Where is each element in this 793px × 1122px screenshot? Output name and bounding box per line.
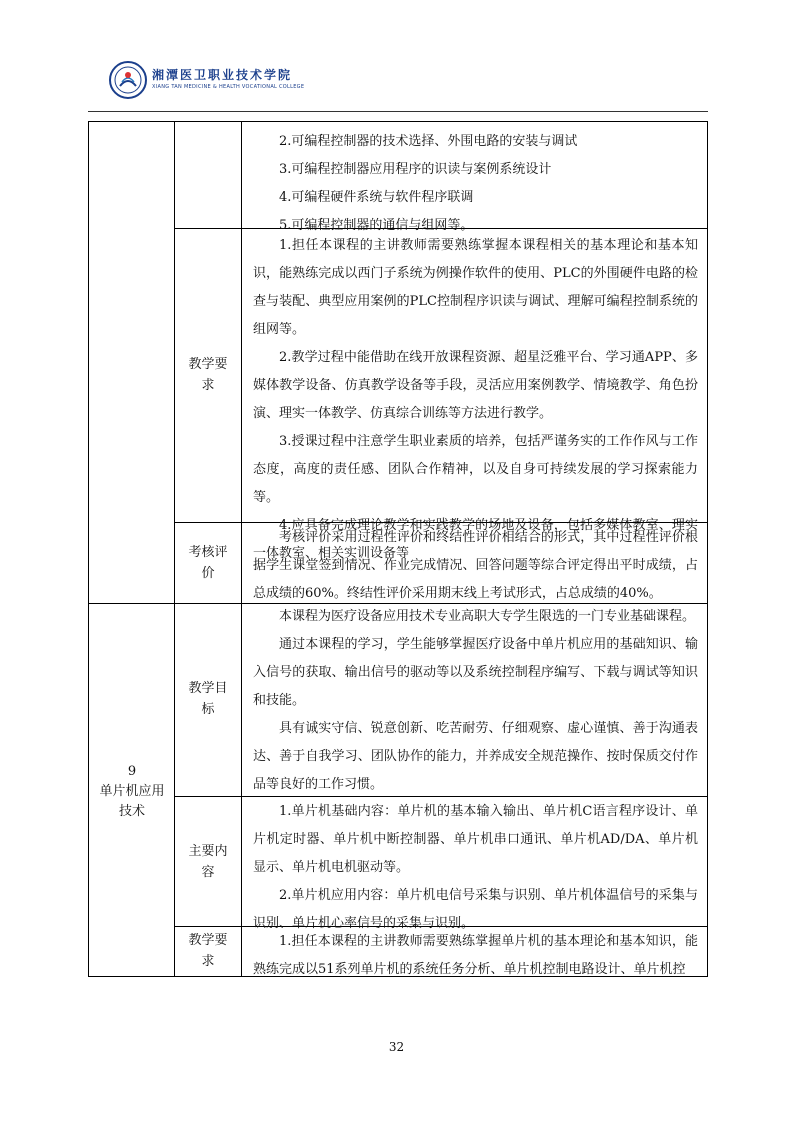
table-col-divider	[241, 122, 242, 976]
list-item: 2.单片机应用内容：单片机电信号采集与识别、单片机体温信号的采集与识别、单片机心率信号的采集与识别。	[253, 888, 698, 931]
main-content-label: 主要内容	[188, 844, 228, 880]
main-content-cell	[253, 798, 698, 938]
page-header	[108, 60, 308, 104]
header-divider	[88, 111, 708, 112]
list-item: 1.担任本课程的主讲教师需要熟练掌握单片机的基本理论和基本知识，能熟练完成以51系列单片机的系统任务分析、单片机控制电路设计、单片机控	[253, 934, 698, 977]
course-number: 9	[127, 764, 137, 779]
assessment-label: 考核评价	[188, 545, 228, 581]
prev-teaching-req-cell	[253, 232, 698, 568]
list-item: 1.单片机基础内容：单片机的基本输入输出、单片机C语言程序设计、单片机定时器、单片机中断控制器、单片机串口通讯、单片机AD/DA、单片机显示、单片机电机驱动等。	[253, 804, 698, 875]
assessment-cell	[253, 524, 698, 608]
list-item: 5.可编程控制器的通信与组网等。	[279, 218, 474, 233]
list-item: 4.应具备完成理论教学和实践教学的场地及设备，包括多媒体教室、理实一体教室、相关实训设备等	[253, 518, 698, 561]
list-item: 1.担任本课程的主讲教师需要熟练掌握本课程相关的基本理论和基本知识，能熟练完成以西门子系统为例操作软件的使用、PLC的外围硬件电路的检查与装配、典型应用案例的PLC控制程序识读与调试、理解可编程控制系统的组网等。	[253, 238, 698, 337]
list-item: 本课程为医疗设备应用技术专业高职大专学生限选的一门专业基础课程。	[279, 609, 696, 624]
list-item: 2.教学过程中能借助在线开放课程资源、超星泛雅平台、学习通APP、多媒体教学设备、仿真教学设备等手段，灵活应用案例教学、情境教学、角色扮演、理实一体教学、仿真综合训练等方法进行教学。	[253, 350, 698, 421]
teaching-goal-cell	[253, 603, 698, 799]
list-item: 3.可编程控制器应用程序的识读与案例系统设计	[279, 162, 552, 177]
school-name-en: XIANG TAN MEDICINE & HEALTH VOCATIONAL COLLEGE	[152, 84, 305, 90]
teaching-req-label: 教学要求	[188, 357, 228, 393]
school-logo-icon	[108, 60, 148, 100]
course-name: 单片机应用技术	[99, 784, 165, 819]
school-name: 湘潭医卫职业技术学院	[152, 68, 293, 82]
list-item: 4.可编程硬件系统与软件程序联调	[279, 190, 474, 205]
list-item: 通过本课程的学习，学生能够掌握医疗设备中单片机应用的基础知识、输入信号的获取、输出信号的驱动等以及系统控制程序编写、下载与调试等知识和技能。	[253, 637, 698, 708]
list-item: 2.可编程控制器的技术选择、外围电路的安装与调试	[279, 134, 578, 149]
prev-content-cell	[253, 128, 698, 240]
course9-req-cell	[253, 928, 698, 984]
assessment-text: 考核评价采用过程性评价和终结性评价相结合的形式，其中过程性评价根据学生课堂签到情况、作业完成情况、回答问题等综合评定得出平时成绩，占总成绩的60%。终结性评价采用期末线上考试形式，占总成绩的40%。	[253, 530, 698, 601]
list-item: 具有诚实守信、锐意创新、吃苦耐劳、仔细观察、虚心谨慎、善于沟通表达、善于自我学习、团队协作的能力，并养成安全规范操作、按时保质交付作品等良好的工作习惯。	[253, 721, 698, 792]
course-title	[95, 762, 169, 822]
table-col-divider	[174, 122, 175, 976]
course-table	[88, 121, 708, 977]
page-number: 32	[388, 1040, 405, 1054]
course9-req-label: 教学要求	[188, 933, 228, 969]
teaching-goal-label: 教学目标	[188, 681, 228, 717]
list-item: 3.授课过程中注意学生职业素质的培养，包括严谨务实的工作作风与工作态度，高度的责任感、团队合作精神，以及自身可持续发展的学习探索能力等。	[253, 434, 698, 505]
